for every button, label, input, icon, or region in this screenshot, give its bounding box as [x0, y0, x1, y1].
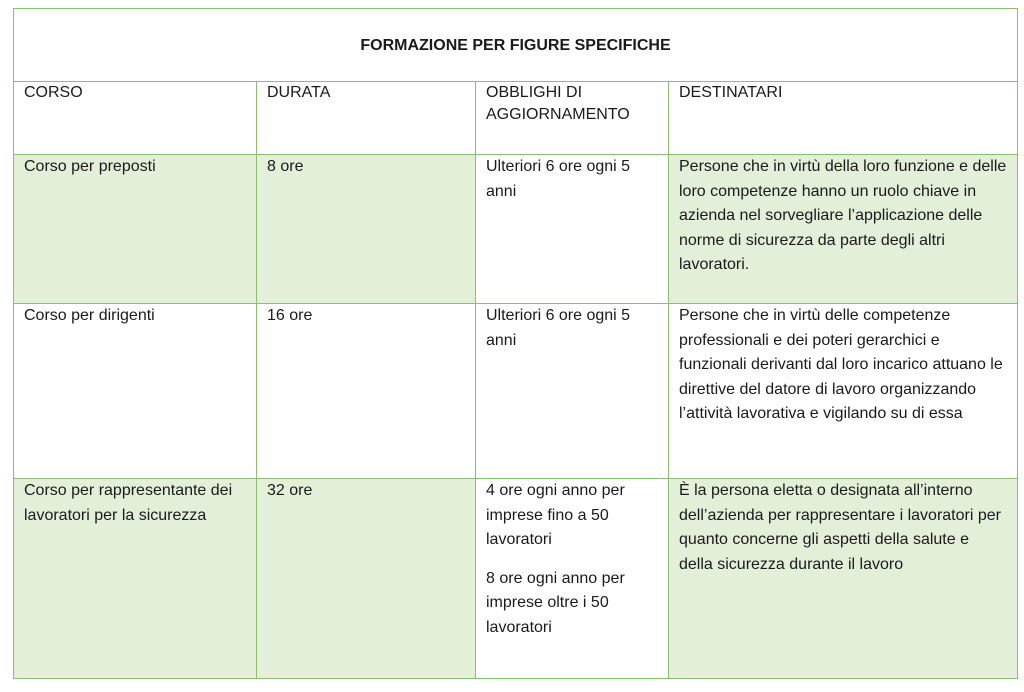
- table-row: [14, 155, 1018, 304]
- aggiornamento-text: Ulteriori 6 ore ogni 5 anni: [486, 307, 631, 349]
- cell-durata: [257, 479, 476, 679]
- aggiornamento-text: Ulteriori 6 ore ogni 5 anni: [486, 158, 631, 200]
- header-durata: [257, 82, 476, 155]
- cell-corso: [14, 479, 257, 679]
- table-title-cell: [14, 9, 1018, 82]
- aggiornamento-text-1: 4 ore ogni anno per imprese fino a 50 lavoratori: [486, 482, 625, 548]
- cell-destinatari: [669, 155, 1018, 304]
- header-corso: [14, 82, 257, 155]
- cell-destinatari: [669, 304, 1018, 479]
- cell-aggiornamento: [476, 479, 669, 679]
- table-title-row: [14, 9, 1018, 82]
- training-table: [13, 8, 1018, 679]
- table-title: FORMAZIONE PER FIGURE SPECIFICHE: [360, 36, 671, 54]
- header-aggiornamento-label: OBBLIGHI DI AGGIORNAMENTO: [486, 84, 630, 123]
- aggiornamento-text-2: 8 ore ogni anno per imprese oltre i 50 lavoratori: [486, 569, 625, 636]
- table-row: [14, 304, 1018, 479]
- durata-value: 8 ore: [267, 158, 304, 175]
- cell-destinatari: [669, 479, 1018, 679]
- table-header-row: [14, 82, 1018, 155]
- corso-label: Corso per preposti: [24, 158, 156, 175]
- corso-label: Corso per dirigenti: [24, 307, 155, 324]
- cell-aggiornamento: [476, 304, 669, 479]
- durata-value: 16 ore: [267, 307, 313, 324]
- destinatari-text: Persone che in virtù della loro funzione e delle loro competenze hanno un ruolo chiave in azienda nel sorvegliare l’applicazione delle norme di sicurezza da parte degli altri lavoratori.: [679, 158, 1007, 273]
- header-destinatari: [669, 82, 1018, 155]
- durata-value: 32 ore: [267, 482, 313, 499]
- destinatari-text: Persone che in virtù delle competenze professionali e dei poteri gerarchici e funzionali derivanti dal loro incarico attuano le direttive del datore di lavoro organizzando l’attività lavorativa e vigilando su di essa: [679, 307, 1003, 422]
- header-aggiornamento: [476, 82, 669, 155]
- cell-corso: [14, 155, 257, 304]
- destinatari-text: È la persona eletta o designata all’interno dell’azienda per rappresentare i lavoratori per quanto concerne gli aspetti della salute e della sicurezza durante il lavoro: [679, 482, 1001, 573]
- paragraph-gap: [486, 553, 658, 567]
- cell-durata: [257, 155, 476, 304]
- table-row: [14, 479, 1018, 679]
- cell-durata: [257, 304, 476, 479]
- corso-label: Corso per rappresentante dei lavoratori per la sicurezza: [24, 482, 233, 524]
- cell-corso: [14, 304, 257, 479]
- header-durata-label: DURATA: [267, 84, 331, 101]
- header-destinatari-label: DESTINATARI: [679, 84, 783, 101]
- cell-aggiornamento: [476, 155, 669, 304]
- header-corso-label: CORSO: [24, 84, 83, 101]
